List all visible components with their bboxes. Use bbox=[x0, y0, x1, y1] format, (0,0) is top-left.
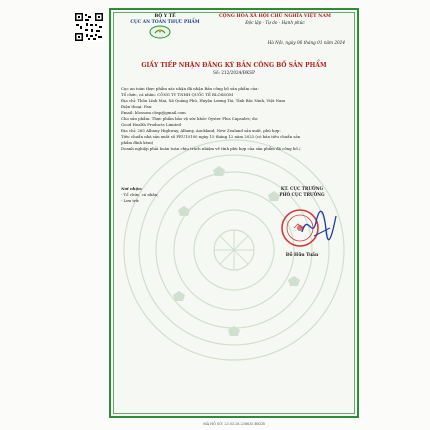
body-line: Email: blossom.cbsp@gmail.com bbox=[121, 110, 186, 115]
body-line: Tổ chức, cá nhân: CÔNG TY TNHH QUỐC TẾ BLOSSOM bbox=[121, 92, 234, 97]
ministry-name: BỘ Y TẾ bbox=[154, 14, 176, 19]
body-line: Cục an toàn thực phẩm xác nhận đã nhận Bản công bố sản phẩm của: bbox=[121, 86, 259, 91]
country-name: CỘNG HÒA XÃ HỘI CHỦ NGHĨA VIỆT NAM bbox=[219, 14, 331, 19]
document-title: GIẤY TIẾP NHẬN ĐĂNG KÝ BẢN CÔNG BỐ SẢN PHẨM bbox=[141, 62, 327, 69]
recipient-item: - Lưu trữ. bbox=[121, 198, 140, 203]
document-number: Số: 212/2024/ĐKSP bbox=[213, 70, 255, 75]
recipient-item: - Tổ chức, cá nhân; bbox=[121, 192, 159, 197]
signature-title-2: PHÓ CỤC TRƯỞNG bbox=[279, 192, 325, 197]
qr-code-icon bbox=[74, 12, 104, 42]
body-line: Địa chỉ: 265 Albany Highway, Albany, Auckland, New Zealand sản xuất, phù hợp: bbox=[121, 128, 281, 133]
agency-logo-icon bbox=[148, 25, 172, 39]
recipients-heading: Nơi nhận: bbox=[121, 186, 143, 191]
signature-title-1: KT. CỤC TRƯỞNG bbox=[280, 186, 324, 191]
body-line: Good Health Products Limited bbox=[121, 122, 181, 127]
department-name: CỤC AN TOÀN THỰC PHẨM bbox=[130, 20, 200, 25]
body-line: Địa chỉ: Thôn Lĩnh Mai, Xã Quảng Phú, Huyện Lương Tài, Tỉnh Bắc Ninh, Việt Nam bbox=[121, 98, 286, 103]
body-line: Tiêu chuẩn nhà sản xuất số FEU10100 ngày 15 tháng 12 năm 2023 (có bản tiêu chuẩn sản bbox=[121, 134, 301, 139]
body-line: Doanh nghiệp phải hoàn toàn chịu trách nhiệm về tính phù hợp của sản phẩm đã công bố./. bbox=[121, 146, 302, 151]
signature-icon bbox=[296, 206, 340, 246]
record-code: MÃ HỒ SƠ: 23.03.28.238635.ĐKCB bbox=[203, 422, 265, 426]
body-line: Điện thoại: Fax: bbox=[121, 104, 153, 109]
issue-date: Hà Nội, ngày 06 tháng 01 năm 2024 bbox=[267, 40, 345, 45]
signer-name: Đỗ Hữu Tuấn bbox=[285, 253, 319, 258]
national-motto: Độc lập - Tự do - Hạnh phúc bbox=[245, 20, 305, 25]
body-line: phẩm đính kèm) bbox=[121, 140, 154, 145]
body-line: Cho sản phẩm: Thực phẩm bảo vệ sức khỏe Oyster Plus Capsules; do: bbox=[121, 116, 259, 121]
